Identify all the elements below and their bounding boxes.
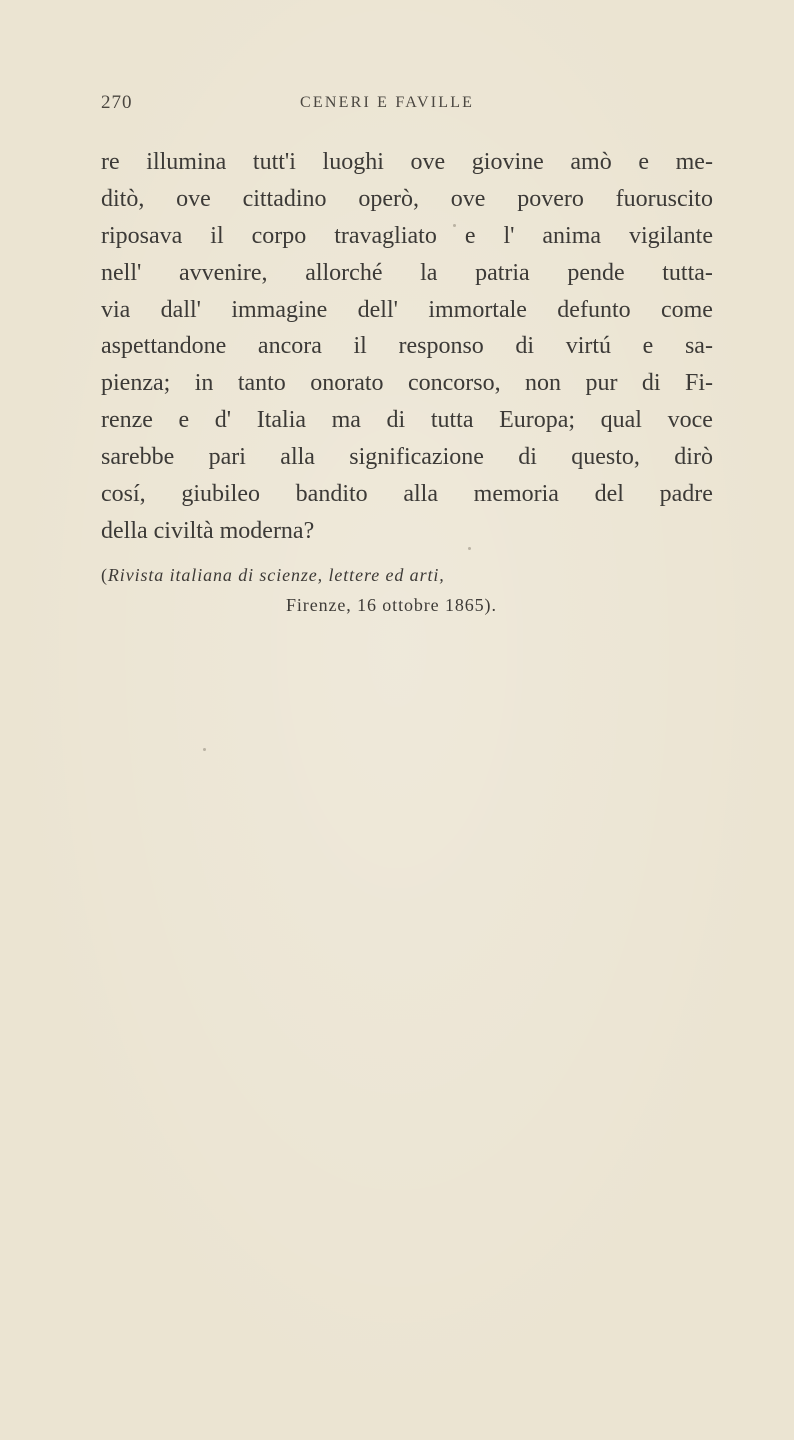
paper-speck: [468, 547, 471, 550]
citation-place-date: Firenze, 16 ottobre 1865).: [286, 595, 497, 615]
text-line: cosí, giubileo bandito alla memoria del padre: [101, 481, 713, 508]
journal-title: Rivista italiana di scienze, lettere ed arti,: [107, 565, 445, 585]
text-line: renze e d' Italia ma di tutta Europa; qual voce: [101, 407, 713, 434]
body-paragraph: [101, 144, 713, 550]
text-line: ditò, ove cittadino operò, ove povero fuoruscito: [101, 185, 713, 212]
running-title: CENERI E FAVILLE: [300, 94, 475, 111]
text-line: della civiltà moderna?: [101, 517, 315, 544]
text-line: riposava il corpo travagliato e l' anima vigilante: [101, 222, 713, 249]
source-citation: [101, 560, 713, 620]
text-line: sarebbe pari alla significazione di questo, dirò: [101, 444, 713, 471]
text-line: via dall' immagine dell' immortale defunto come: [101, 296, 713, 323]
paper-speck: [453, 224, 456, 227]
citation-line: [101, 560, 713, 590]
page-header: [101, 92, 541, 122]
text-line: re illumina tutt'i luoghi ove giovine amò e me-: [101, 149, 713, 175]
text-line: nell' avvenire, allorché la patria pende tutta-: [101, 259, 713, 286]
open-paren: (: [101, 565, 108, 585]
text-line: aspettandone ancora il responso di virtú e sa-: [101, 333, 713, 360]
page-number: 270: [101, 92, 133, 113]
paper-speck: [203, 748, 206, 751]
text-line: pienza; in tanto onorato concorso, non pur di Fi-: [101, 370, 713, 397]
